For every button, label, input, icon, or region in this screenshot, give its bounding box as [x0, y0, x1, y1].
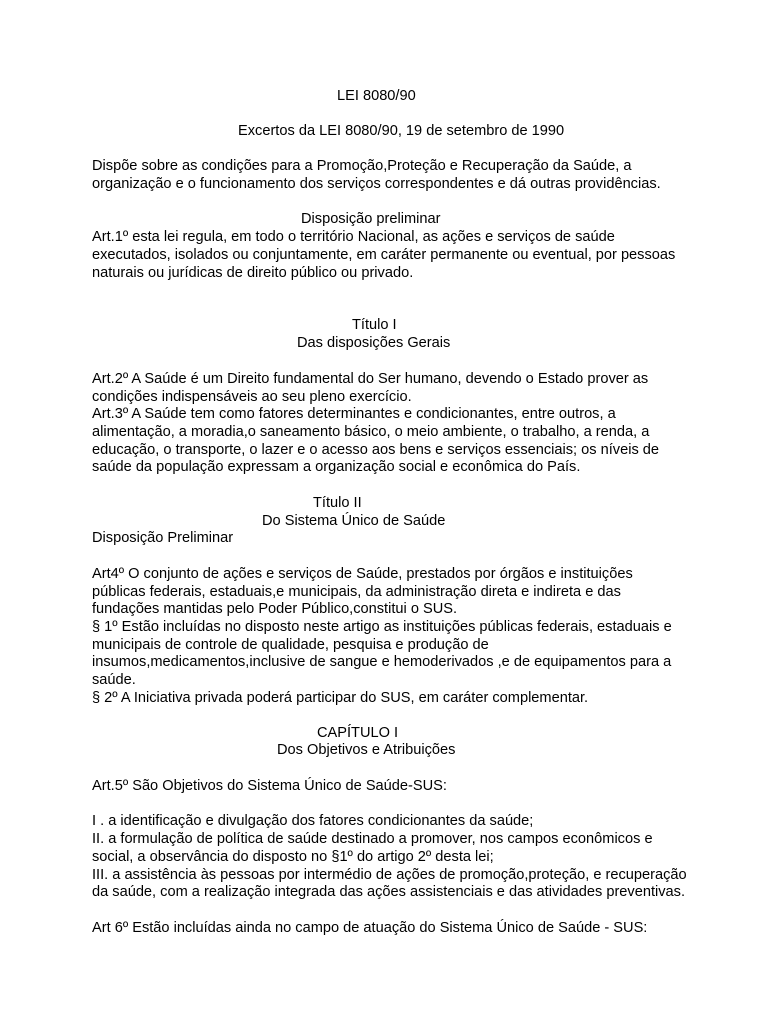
- text-line: executados, isolados ou conjuntamente, em caráter permanente ou eventual, por pessoas: [92, 247, 676, 263]
- text-line: saúde da população expressam a organização social e econômica do País.: [92, 459, 581, 475]
- text-line: condições indispensáveis ao seu pleno exercício.: [92, 389, 412, 405]
- section-heading: Das disposições Gerais: [297, 335, 451, 351]
- text-line: educação, o transporte, o lazer e o acesso aos bens e serviços essenciais; os níveis de: [92, 442, 660, 458]
- text-line: Art.2º A Saúde é um Direito fundamental do Ser humano, devendo o Estado prover as: [92, 371, 649, 387]
- text-line: II. a formulação de política de saúde destinado a promover, nos campos econômicos e: [92, 831, 653, 847]
- text-line: Art.1º esta lei regula, em todo o território Nacional, as ações e serviços de saúde: [92, 229, 615, 245]
- text-line: Disposição Preliminar: [92, 530, 234, 546]
- section-heading: Título II: [313, 495, 362, 511]
- text-line: Art 6º Estão incluídas ainda no campo de atuação do Sistema Único de Saúde - SUS:: [92, 920, 648, 936]
- text-line: da saúde, com a realização integrada das ações assistenciais e das atividades preventivas.: [92, 884, 686, 900]
- chapter-heading: CAPÍTULO I: [317, 725, 399, 741]
- section-heading: Título I: [352, 317, 397, 333]
- text-line: saúde.: [92, 672, 136, 688]
- text-line: municipais de controle de qualidade, pesquisa e produção de: [92, 637, 489, 653]
- chapter-heading: Dos Objetivos e Atribuições: [277, 742, 456, 758]
- text-line: Art.3º A Saúde tem como fatores determinantes e condicionantes, entre outros, a: [92, 406, 616, 422]
- text-line: fundações mantidas pelo Poder Público,constitui o SUS.: [92, 601, 458, 617]
- text-line: públicas federais, estaduais,e municipais, da administração direta e indireta e das: [92, 584, 621, 600]
- text-line: § 1º Estão incluídas no disposto neste artigo as instituições públicas federais, estaduais e: [92, 619, 672, 635]
- text-line: naturais ou jurídicas de direito público ou privado.: [92, 265, 414, 281]
- text-line: social, a observância do disposto no §1º do artigo 2º desta lei;: [92, 849, 494, 865]
- text-line: alimentação, a moradia,o saneamento básico, o meio ambiente, o trabalho, a renda, a: [92, 424, 650, 440]
- text-line: I . a identificação e divulgação dos fatores condicionantes da saúde;: [92, 813, 534, 829]
- text-line: § 2º A Iniciativa privada poderá participar do SUS, em caráter complementar.: [92, 690, 589, 706]
- section-heading: Do Sistema Único de Saúde: [262, 513, 446, 529]
- text-line: Dispõe sobre as condições para a Promoção,Proteção e Recuperação da Saúde, a: [92, 158, 632, 174]
- text-line: organização e o funcionamento dos serviços correspondentes e dá outras providências.: [92, 176, 661, 192]
- text-line: insumos,medicamentos,inclusive de sangue e hemoderivados ,e de equipamentos para a: [92, 654, 672, 670]
- text-line: III. a assistência às pessoas por intermédio de ações de promoção,proteção, e recuperação: [92, 867, 687, 883]
- text-line: Art4º O conjunto de ações e serviços de Saúde, prestados por órgãos e instituições: [92, 566, 633, 582]
- law-title: LEI 8080/90: [337, 88, 416, 104]
- law-subtitle: Excertos da LEI 8080/90, 19 de setembro de 1990: [238, 123, 565, 139]
- section-heading: Disposição preliminar: [301, 211, 441, 227]
- text-line: Art.5º São Objetivos do Sistema Único de Saúde-SUS:: [92, 778, 447, 794]
